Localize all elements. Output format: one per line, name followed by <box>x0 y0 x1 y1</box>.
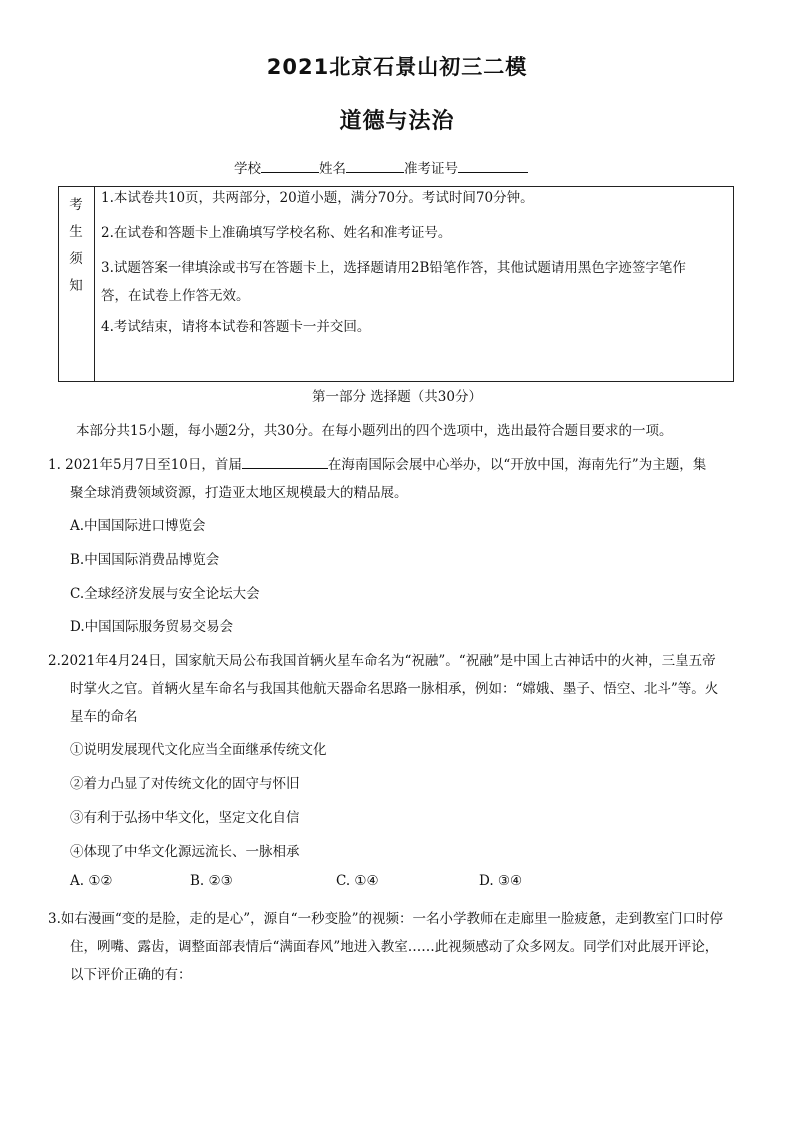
notice-label-char: 须 <box>69 251 83 267</box>
q2-statement: ②着力凸显了对传统文化的固守与怀旧 <box>70 776 300 792</box>
notice-label-char: 考 <box>69 197 83 213</box>
notice-box <box>58 186 734 382</box>
q1-answer-blank <box>242 454 328 469</box>
school-blank[interactable] <box>261 158 319 173</box>
school-label: 学校 <box>234 161 261 177</box>
ticket-label: 准考证号 <box>404 161 458 177</box>
q2-statement: ①说明发展现代文化应当全面继承传统文化 <box>70 742 327 758</box>
q1-option-c[interactable]: C.全球经济发展与安全论坛大会 <box>70 586 260 602</box>
notice-label-column <box>59 187 95 381</box>
q2-statement: ④体现了中华文化源远流长、一脉相承 <box>70 844 300 860</box>
q2-choice-c[interactable]: C. ①④ <box>336 873 379 889</box>
q2-statement: ③有利于弘扬中华文化，坚定文化自信 <box>70 810 300 826</box>
part1-heading: 第一部分 选择题（共30分） <box>312 389 482 405</box>
q1-line1-post: 在海南国际会展中心举办，以“开放中国，海南先行”为主题，集 <box>327 457 707 473</box>
q2-line: 时掌火之官。首辆火星车命名与我国其他航天器命名思路一脉相承，例如：“嫦娥、墨子、悟空、北斗”等。火 <box>70 681 719 697</box>
notice-item: 2.在试卷和答题卡上准确填写学校名称、姓名和准考证号。 <box>101 225 452 241</box>
q1-option-a[interactable]: A.中国国际进口博览会 <box>70 518 206 534</box>
q3-line: 住，咧嘴、露齿，调整面部表情后“满面春风”地进入教室……此视频感动了众多网友。同学们对此展开评论， <box>70 939 719 955</box>
q3-line: 以下评价正确的有： <box>70 967 192 983</box>
q2-choice-d[interactable]: D. ③④ <box>479 873 523 889</box>
notice-item: 答，在试卷上作答无效。 <box>101 288 250 304</box>
notice-label-char: 生 <box>69 224 83 240</box>
q1-option-d[interactable]: D.中国国际服务贸易交易会 <box>70 619 234 635</box>
name-blank[interactable] <box>346 158 404 173</box>
notice-label-char: 知 <box>69 278 83 294</box>
notice-item: 4.考试结束，请将本试卷和答题卡一并交回。 <box>101 319 371 335</box>
q1-line2: 聚全球消费领域资源，打造亚太地区规模最大的精品展。 <box>70 485 408 501</box>
q2-line: 星车的命名 <box>70 709 138 725</box>
part1-instruction: 本部分共15小题，每小题2分，共30分。在每小题列出的四个选项中，选出最符合题目要求的一项。 <box>76 423 673 439</box>
q1-line1 <box>48 453 706 473</box>
q2-choice-a[interactable]: A. ①② <box>70 873 113 889</box>
ticket-blank[interactable] <box>458 158 528 173</box>
q2-choice-b[interactable]: B. ②③ <box>190 873 233 889</box>
q1-option-b[interactable]: B.中国国际消费品博览会 <box>70 552 220 568</box>
q2-line: 2.2021年4月24日，国家航天局公布我国首辆火星车命名为“祝融”。“祝融”是中国上古神话中的火神，三皇五帝 <box>48 653 716 669</box>
exam-title: 2021北京石景山初三二模 <box>266 55 528 79</box>
name-label: 姓名 <box>319 161 346 177</box>
notice-item: 3.试题答案一律填涂或书写在答题卡上，选择题请用2B铅笔作答，其他试题请用黑色字迹签字笔作 <box>101 260 686 276</box>
q3-line: 3.如右漫画“变的是脸，走的是心”，源自“一秒变脸”的视频：一名小学教师在走廊里一脸疲惫，走到教室门口时停 <box>48 911 723 927</box>
exam-subject: 道德与法治 <box>339 109 455 134</box>
id-fields-line <box>234 157 528 177</box>
notice-item: 1.本试卷共10页，共两部分，20道小题，满分70分。考试时间70分钟。 <box>101 190 534 206</box>
q1-line1-pre: 1. 2021年5月7日至10日，首届 <box>48 457 242 473</box>
